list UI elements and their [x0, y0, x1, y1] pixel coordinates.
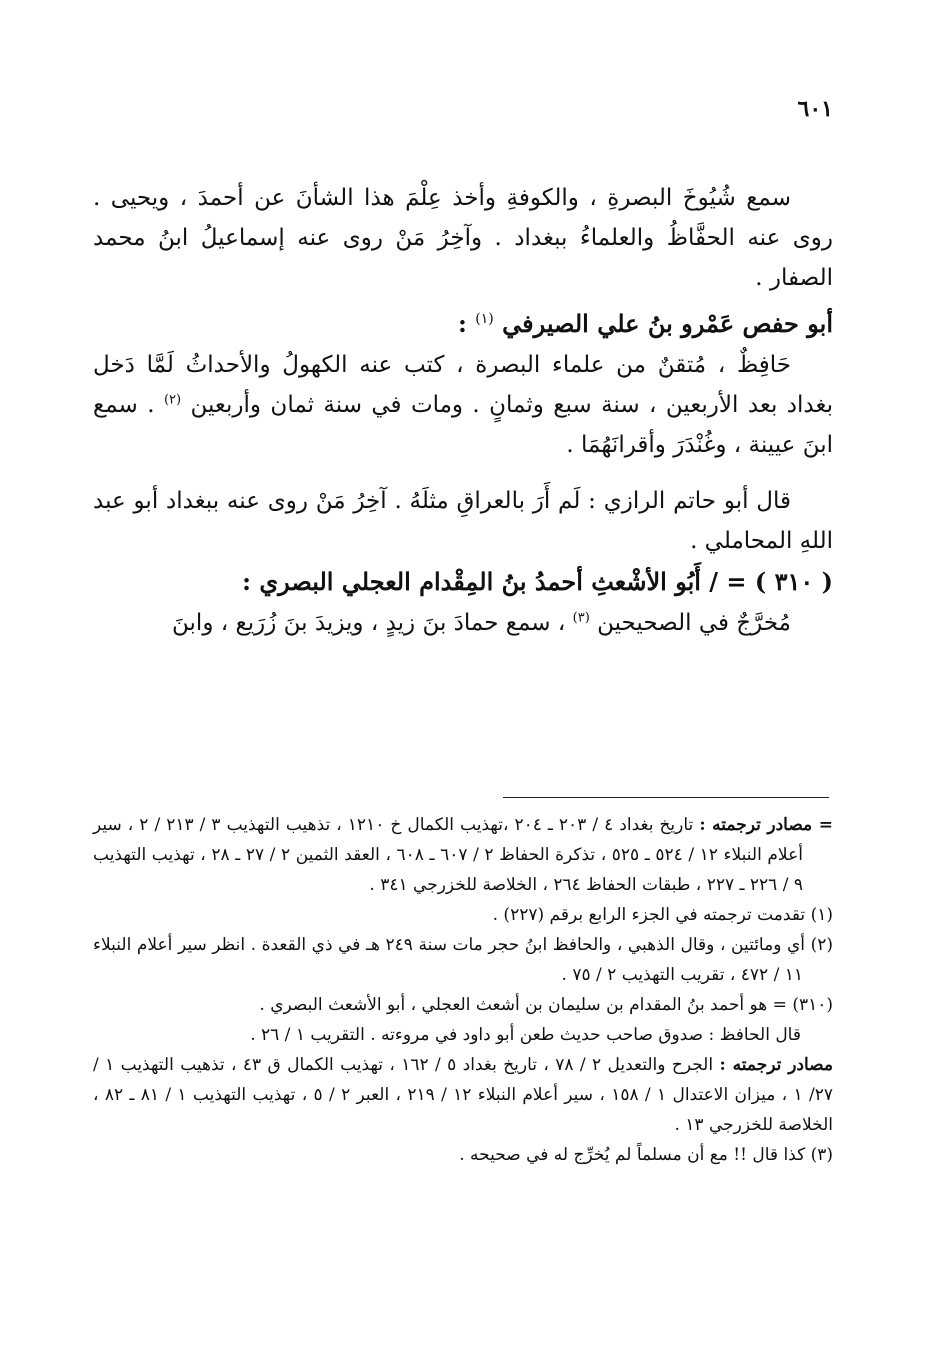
footnote-sources-2	[93, 1050, 833, 1140]
footnote-sources-1	[93, 810, 833, 900]
sources-1-text: تاريخ بغداد ٤ / ٢٠٣ ـ ٢٠٤ ،تهذيب الكمال خ ١٢١٠ ، تذهيب التهذيب ٣ / ٢١٣ / ٢ ، سير أعلام النبلاء ١٢ / ٥٢٤ ـ ٥٢٥ ، تذكرة الحفاظ ٢ / ٦٠٧ ـ ٦٠٨ ، العقد الثمين ٢ / ٢٧ ـ ٢٨ ، تهذيب التهذيب ٩ / ٢٢٦ ـ ٢٢٧ ، طبقات الحفاظ ٢٦٤ ، الخلاصة للخزرجي ٣٤١ .	[93, 815, 803, 895]
entry-heading-amr	[93, 298, 833, 345]
paragraph-4-part-b: ، سمع حمادَ بنَ زيدٍ ، ويزيدَ بنَ زُرَيع ، وابنَ	[172, 610, 566, 636]
footnote-310-hafiz: قال الحافظ : صدوق صاحب حديث طعن أبو داود في مروءته . التقريب ١ / ٢٦ .	[250, 1025, 801, 1045]
footnote-ref-3: (٣)	[572, 610, 590, 626]
sources-1-label: = مصادر ترجمته :	[699, 815, 833, 835]
footnote-3: (٣) كذا قال !! مع أن مسلماً لم يُخرِّج له في صحيحه .	[459, 1145, 833, 1165]
sources-2-text: الجرح والتعديل ٢ / ٧٨ ، تاريخ بغداد ٥ / ١٦٢ ، تهذيب الكمال ق ٤٣ ، تذهيب التهذيب ١ / ٢٧/ ١ ، ميزان الاعتدال ١ / ١٥٨ ، سير أعلام النبلاء ١٢ / ٢١٩ ، العبر ٢ / ٥ ، تهذيب التهذيب ١ / ٨١ ـ ٨٢ ، الخلاصة للخزرجي ١٣ .	[93, 1055, 833, 1135]
paragraph-3: قال أبو حاتم الرازي : لَم أَرَ بالعراقِ مثلَهُ . آخِرُ مَنْ روى عنه ببغداد أبو عبد اللهِ المحاملي .	[93, 488, 833, 554]
footnote-1: (١) تقدمت ترجمته في الجزء الرابع برقم (٢٢٧) .	[492, 905, 833, 925]
entry-heading-310: ( ٣١٠ ) = / أَبُو الأشْعثِ أحمدُ بنُ المِقْدام العجلي البصري :	[242, 567, 833, 596]
paragraph-2	[93, 345, 833, 465]
footnote-2: (٢) أي ومائتين ، وقال الذهبي ، والحافظ ابنُ حجر مات سنة ٢٤٩ هـ في ذي القعدة . انظر سير أعلام النبلاء ١١ / ٤٧٢ ، تقريب التهذيب ٢ / ٧٥ .	[93, 935, 833, 985]
sources-2-label: مصادر ترجمته :	[719, 1055, 834, 1075]
paragraph-2-part-a: حَافِظٌ ، مُتقنٌ من علماء البصرة ، كتب عنه الكهولُ والأحداثُ لَمَّا دَخل بغداد بعد الأربعين ، سنة سبع وثمانٍ . ومات في سنة ثمان وأربعين	[93, 352, 833, 418]
main-text	[93, 178, 833, 643]
paragraph-4-part-a: مُخرَّجٌ في الصحيحين	[597, 610, 791, 636]
paragraph-1: سمع شُيُوخَ البصرةِ ، والكوفةِ وأخذ عِلْمَ هذا الشأنَ عن أحمدَ ، ويحيى . روى عنه الحفَّاظُ والعلماءُ ببغداد . وآخِرُ مَنْ روى عنه إسماعيلُ ابنُ محمد الصفار .	[93, 185, 833, 291]
footnote-310: (٣١٠) = هو أحمد بنُ المقدام بن سليمان بن أشعث العجلي ، أبو الأشعث البصري .	[259, 995, 833, 1015]
entry-heading-amr-colon: :	[458, 309, 467, 338]
paragraph-4	[93, 603, 833, 643]
footnote-divider	[503, 797, 829, 798]
footnotes	[93, 810, 833, 1170]
paragraph-2-part-b: . سمع ابنَ عيينة ، وغُنْدَرَ وأقرانَهُمَا .	[93, 392, 833, 458]
footnote-ref-1: (١)	[475, 311, 494, 327]
page-number: ٦٠١	[797, 96, 833, 122]
footnote-ref-2: (٢)	[163, 392, 182, 408]
entry-heading-amr-title: أبو حفص عَمْرو بنُ علي الصيرفي	[502, 309, 833, 338]
